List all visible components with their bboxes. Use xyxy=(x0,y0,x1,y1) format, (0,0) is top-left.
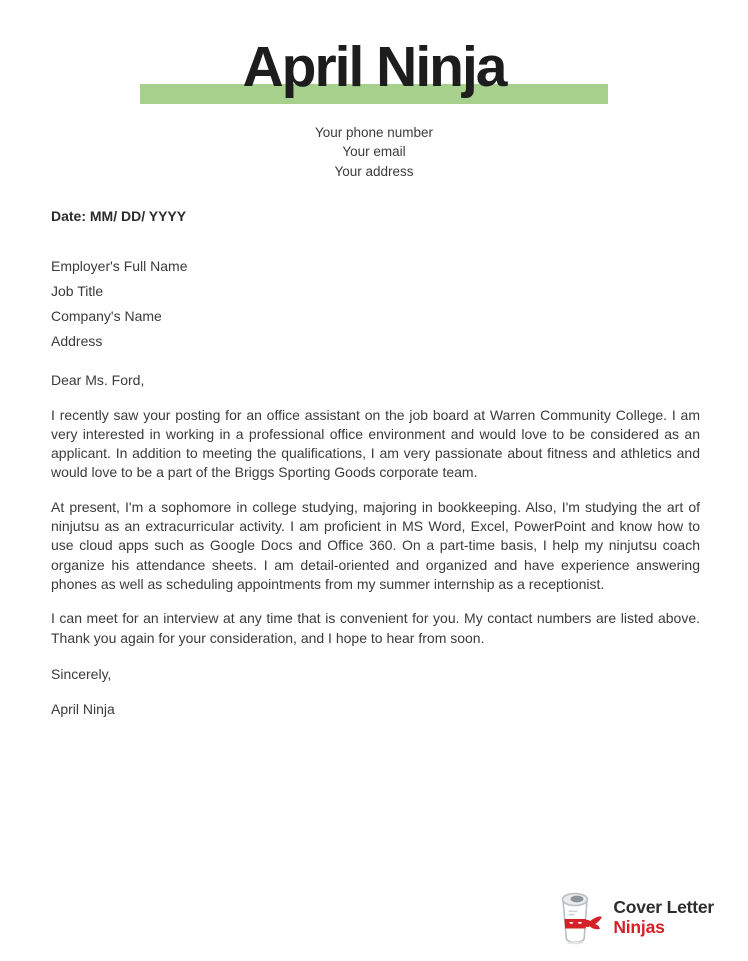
ninja-scroll-icon xyxy=(546,887,604,947)
date-line: Date: MM/ DD/ YYYY xyxy=(51,208,187,224)
closing-line: Sincerely, xyxy=(51,665,112,682)
letter-body xyxy=(51,207,700,719)
recipient-address-line: Address xyxy=(51,333,103,350)
recipient-company-line: Company's Name xyxy=(51,308,162,325)
contact-block xyxy=(0,123,748,181)
brand-name-line2: Ninjas xyxy=(613,917,665,937)
body-paragraph-1: I recently saw your posting for an office assistant on the job board at Warren Community College. I am very interested in working in a professional office environment and would love to be considered as an applicant. In addition to meeting the qualifications, I am very passionate about fitness and athletics and would love to be a part of the Briggs Sporting Goods corporate team. xyxy=(51,406,700,481)
contact-email-line: Your email xyxy=(342,144,406,160)
contact-phone-line: Your phone number xyxy=(314,125,434,140)
salutation-line: Dear Ms. Ford, xyxy=(51,372,145,389)
cover-letter-ninjas-logo xyxy=(546,887,714,947)
body-paragraph-2: At present, I'm a sophomore in college studying, majoring in bookkeeping. Also, I'm studying the art of ninjutsu as an extracurricular activity. I am proficient in MS Word, Excel, PowerPoint and know how to use cloud apps such as Google Docs and Office 360. On a part-time basis, I help my ninjutsu coach organize his attendance sheets. I am detail-oriented and organized and have experience answering phones as well as scheduling appointments from my summer internship as a receptionist. xyxy=(51,498,700,592)
signature-line: April Ninja xyxy=(51,701,115,718)
body-paragraph-3: I can meet for an interview at any time that is convenient for you. My contact numbers are listed above. Thank you again for your consideration, and I hope to hear from soon. xyxy=(51,610,700,646)
recipient-block xyxy=(51,254,700,354)
contact-address-line: Your address xyxy=(334,163,414,179)
letter-title: April Ninja xyxy=(242,35,506,99)
recipient-job-title-line: Job Title xyxy=(51,283,104,300)
recipient-name-line: Employer's Full Name xyxy=(51,258,188,275)
brand-name-line1: Cover Letter xyxy=(613,897,714,917)
brand-name xyxy=(613,897,714,937)
